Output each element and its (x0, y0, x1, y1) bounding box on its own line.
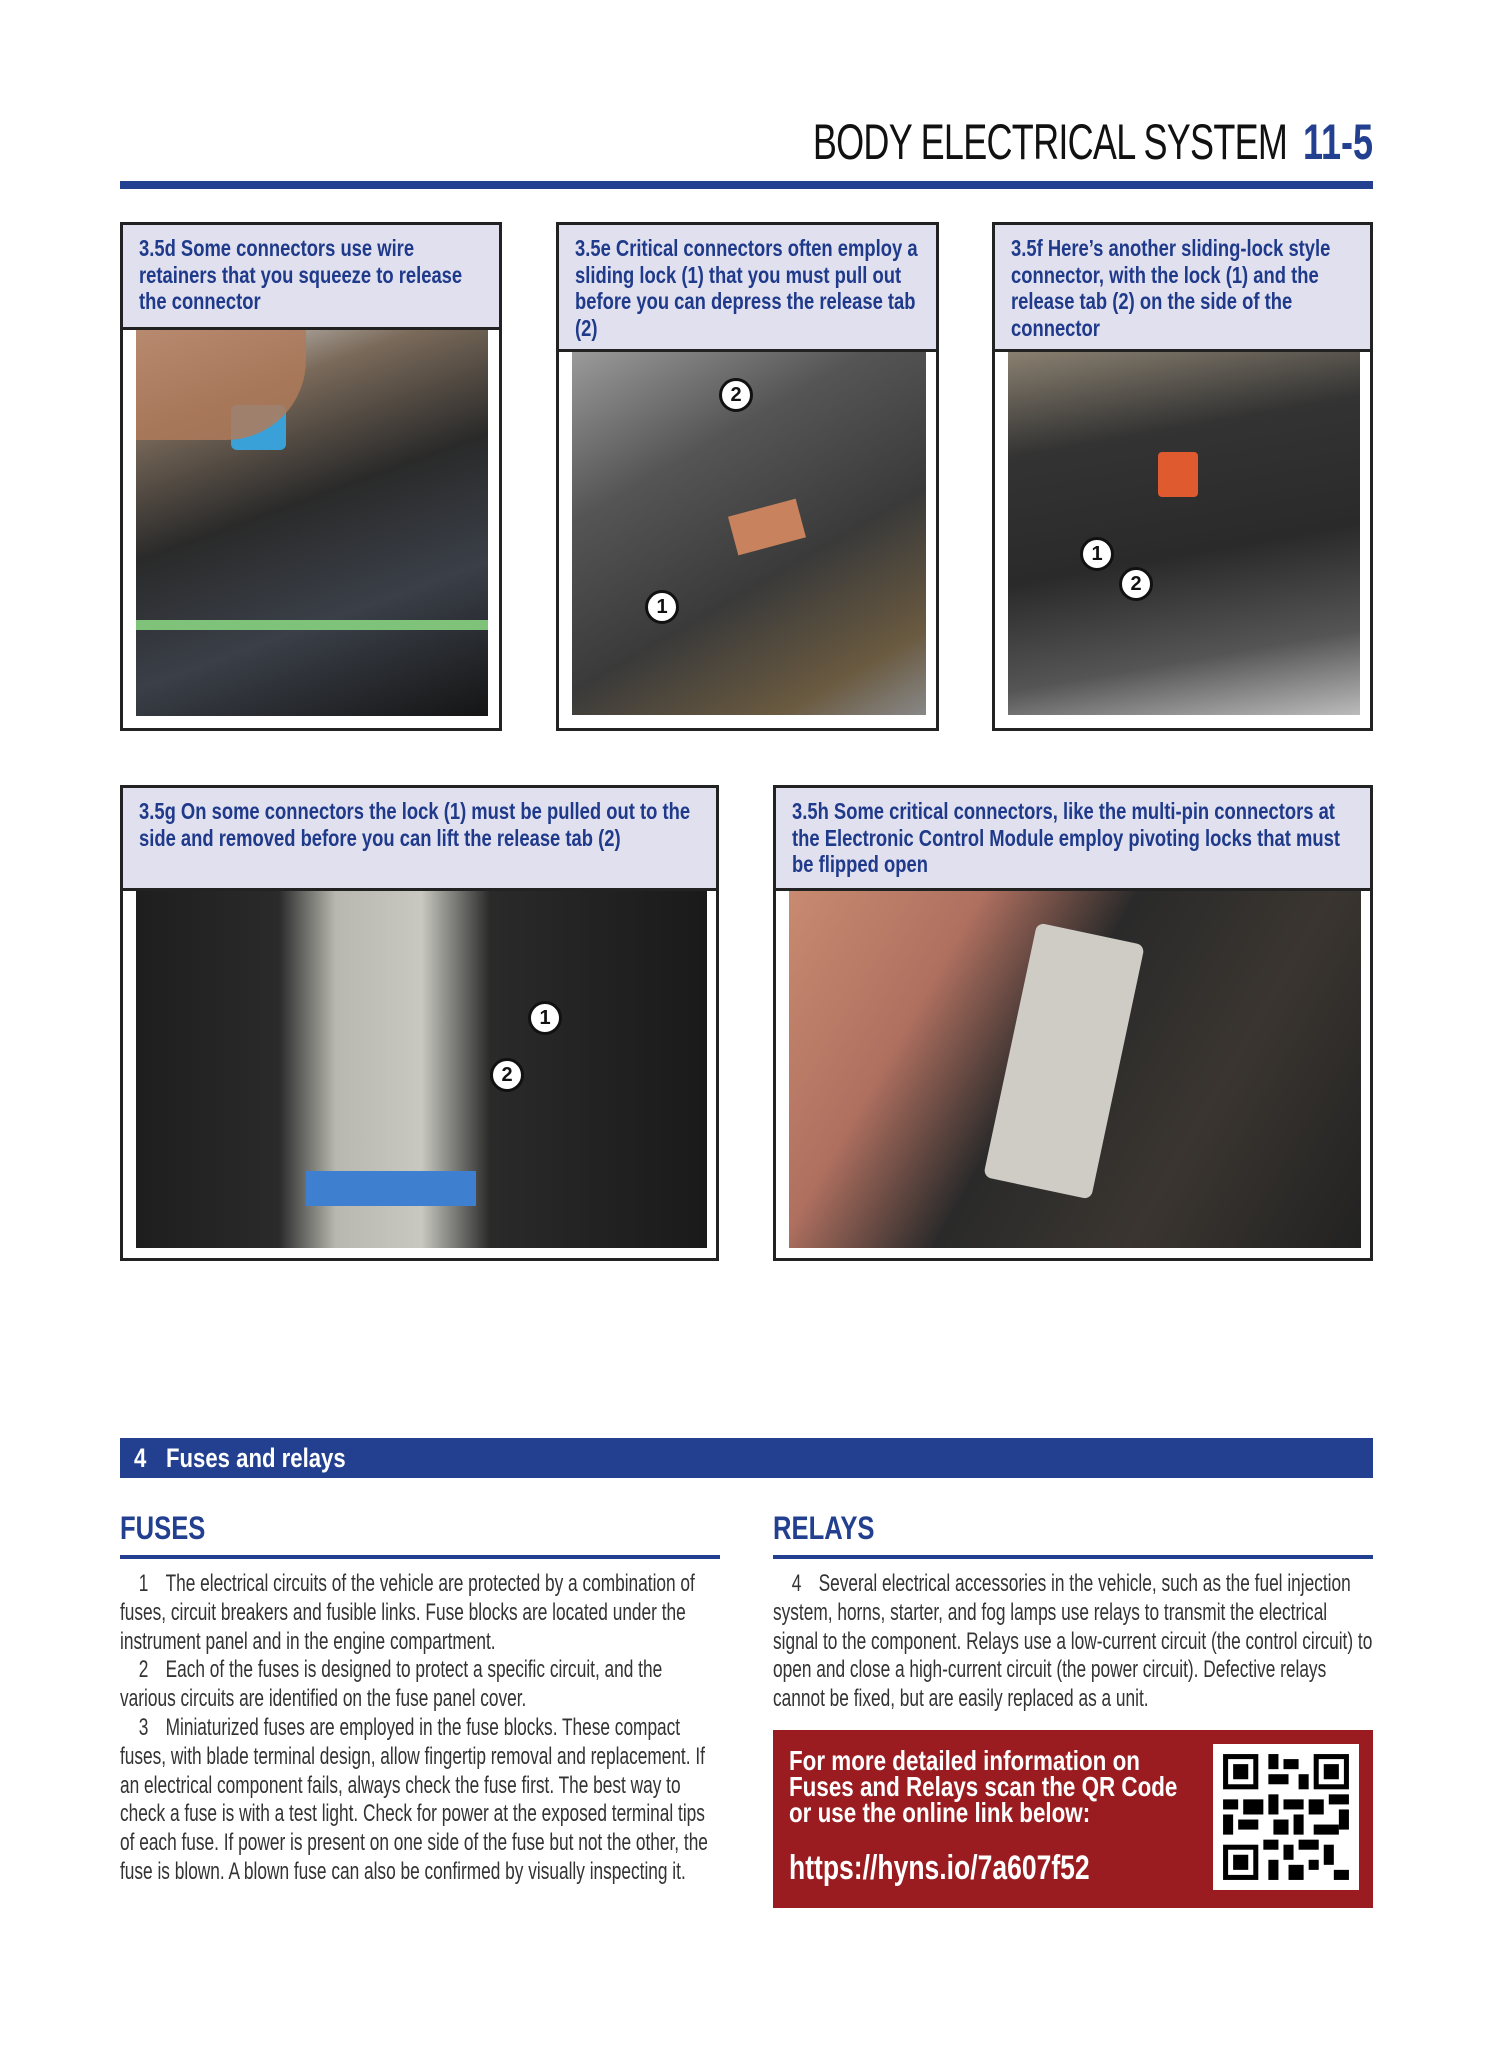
relays-body (773, 1570, 1373, 1714)
caption-text: 3.5d Some connectors use wire retainers that you squeeze to release the connector (139, 235, 463, 314)
qr-code[interactable] (1213, 1744, 1359, 1890)
fuses-heading: FUSES (120, 1510, 206, 1546)
section-title: Fuses and relays (166, 1443, 346, 1473)
connector-photo (136, 330, 488, 716)
section-title: BODY ELECTRICAL SYSTEM (812, 114, 1288, 170)
paragraph: 1 The electrical circuits of the vehicle are protected by a combination of fuses, circuit breakers and fusible links. Fuse blocks are located under the instrument panel and in the engine compartment. (120, 1570, 695, 1655)
figure-3-5e (556, 222, 939, 731)
section-header (120, 1438, 1373, 1478)
relays-rule (773, 1555, 1373, 1559)
connector-photo (136, 891, 707, 1248)
callout-marker: 2 (490, 1058, 524, 1092)
qr-promo-box (773, 1730, 1373, 1908)
pivoting-lock (983, 922, 1145, 1199)
figure-caption (123, 788, 716, 891)
connector-photo (789, 891, 1361, 1248)
caption-text: 3.5h Some critical connectors, like the multi-pin connectors at the Electronic Control Module employ pivoting locks that must be flipped open (792, 798, 1340, 877)
connector-photo (1008, 352, 1360, 715)
caption-text: 3.5e Critical connectors often employ a sliding lock (1) that you must pull out before you can depress the release tab (2) (575, 235, 918, 341)
callout-marker: 1 (1080, 537, 1114, 571)
figure-3-5d (120, 222, 502, 731)
paragraph: 4 Several electrical accessories in the vehicle, such as the fuel injection system, horns, starter, and fog lamps use relays to transmit the electrical signal to the component. Relays use a low-current circuit (the control circuit) to open and close a high-current circuit (the power circuit). Defective relays cannot be fixed, but are easily replaced as a unit. (773, 1570, 1373, 1713)
page-number: 11-5 (1302, 114, 1373, 170)
paragraph: 2 Each of the fuses is designed to protect a specific circuit, and the various circuits are identified on the fuse panel cover. (120, 1656, 663, 1713)
promo-text: For more detailed information on Fuses and Relays scan the QR Code or use the online link below: (789, 1745, 1178, 1828)
callout-marker: 2 (719, 378, 753, 412)
relays-heading: RELAYS (773, 1510, 875, 1546)
sliding-lock (1158, 452, 1198, 497)
green-wire (136, 620, 488, 630)
figure-3-5g (120, 785, 719, 1261)
blue-retainer (306, 1171, 476, 1206)
caption-text: 3.5f Here’s another sliding-lock style connector, with the lock (1) and the release tab (2) on the side of the connector (1011, 235, 1331, 341)
section-heading (134, 1443, 346, 1473)
callout-marker: 1 (528, 1001, 562, 1035)
figure-caption (559, 225, 936, 352)
caption-text: 3.5g On some connectors the lock (1) must be pulled out to the side and removed before you can lift the release tab (2) (139, 798, 691, 851)
online-link[interactable]: https://hyns.io/7a607f52 (789, 1849, 1090, 1887)
figure-3-5f (992, 222, 1373, 731)
sliding-lock (728, 499, 806, 556)
paragraph: 3 Miniaturized fuses are employed in the fuse blocks. These compact fuses, with blade terminal design, allow fingertip removal and replacement. If an electrical component fails, always check the fuse first. The best way to check a fuse is with a test light. Check for power at the exposed terminal tips of each fuse. If power is present on one side of the fuse but not the other, the fuse is blown. A blown fuse can also be confirmed by visually inspecting it. (120, 1713, 708, 1885)
figure-caption (995, 225, 1370, 352)
connector-photo (572, 352, 926, 715)
fuses-rule (120, 1555, 720, 1559)
figure-caption (123, 225, 499, 330)
section-number: 4 (134, 1443, 147, 1473)
header-rule (120, 181, 1373, 189)
figure-3-5h (773, 785, 1373, 1261)
running-header (813, 112, 1373, 172)
callout-marker: 2 (1119, 567, 1153, 601)
callout-marker: 1 (645, 590, 679, 624)
qr-code-icon (1213, 1744, 1359, 1890)
fuses-body (120, 1570, 720, 1887)
figure-caption (776, 788, 1370, 891)
